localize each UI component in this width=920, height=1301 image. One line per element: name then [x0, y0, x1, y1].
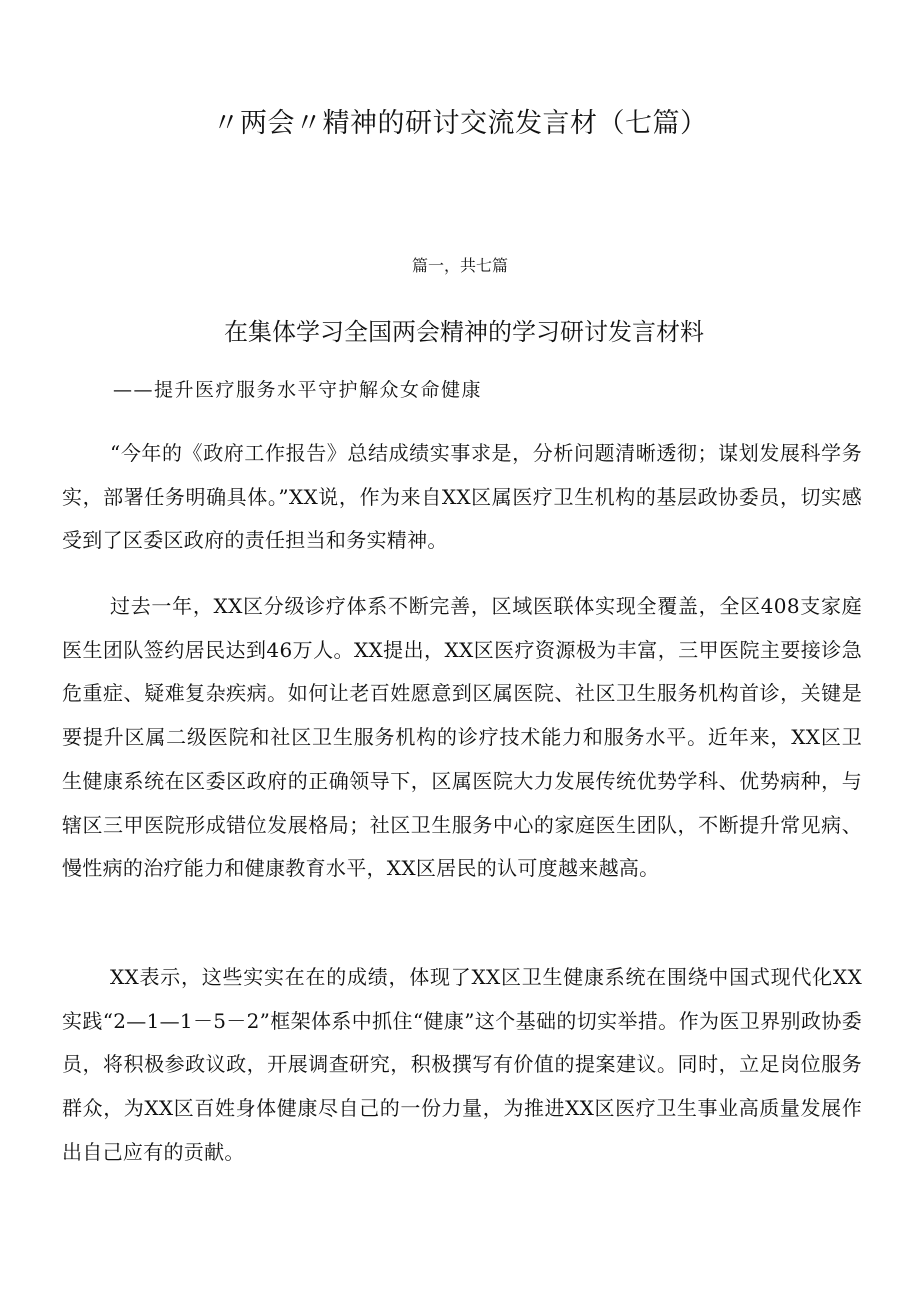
- article-subtitle: ——提升医疗服务水平守护解众女命健康: [113, 379, 483, 401]
- article-title: 在集体学习全国两会精神的学习研讨发言材料: [224, 318, 704, 346]
- paragraph-3: XX表示，这些实实在在的成绩，体现了XX区卫生健康系统在围绕中国式现代化XX实践“2—1—1－5－2”框架体系中抓住“健康”这个基础的切实举措。作为医卫界别政协委员，将积极参政议政，开展调查研究，积极撰写有价值的提案建议。同时，立足岗位服务群众，为XX区百姓身体健康尽自己的一份力量，为推进XX区医疗卫生事业高质量发展作出自己应有的贡献。: [62, 965, 862, 1164]
- part-label: 篇一，共七篇: [411, 256, 508, 275]
- document-title: 〃两会〃精神的研讨交流发言材（七篇）: [212, 108, 708, 139]
- paragraph-1: “今年的《政府工作报告》总结成绩实事求是，分析问题清晰透彻；谋划发展科学务实，部署任务明确具体。”XX说，作为来自XX区属医疗卫生机构的基层政协委员，切实感受到了区委区政府的责任担当和务实精神。: [62, 441, 862, 553]
- paragraph-2: 过去一年，XX区分级诊疗体系不断完善，区域医联体实现全覆盖，全区408支家庭医生团队签约居民达到46万人。XX提出，XX区医疗资源极为丰富，三甲医院主要接诊急危重症、疑难复杂疾病。如何让老百姓愿意到区属医院、社区卫生服务机构首诊，关键是要提升区属二级医院和社区卫生服务机构的诊疗技术能力和服务水平。近年来，XX区卫生健康系统在区委区政府的正确领导下，区属医院大力发展传统优势学科、优势病种，与辖区三甲医院形成错位发展格局；社区卫生服务中心的家庭医生团队，不断提升常见病、慢性病的治疗能力和健康教育水平，XX区居民的认可度越来越高。: [62, 594, 862, 881]
